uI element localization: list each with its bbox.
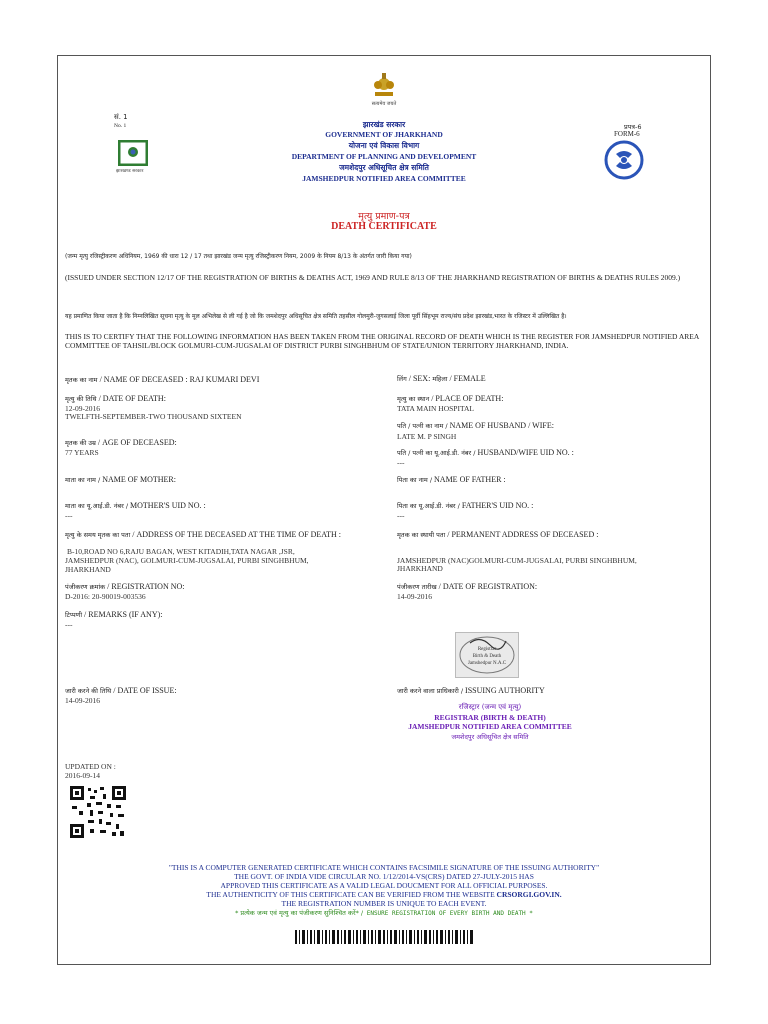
father-uid-value: --- [397, 511, 405, 520]
committee-hi: जमशेदपुर अधिसूचित क्षेत्र समिति [339, 163, 429, 172]
barcode-icon [295, 930, 475, 944]
father-name-label: पिता का नाम / NAME OF FATHER : [397, 475, 506, 484]
spouse-name-value: LATE M. P SINGH [397, 432, 457, 441]
registrar-committee-en: JAMSHEDPUR NOTIFIED AREA COMMITTEE [408, 722, 572, 731]
registration-no-value: D-2016: 20-90019-003536 [65, 592, 146, 601]
father-uid-label: पिता का यू.आई.डी. नंबर / FATHER'S UID NO. : [397, 501, 534, 510]
remarks-label: टिप्पणी / REMARKS (IF ANY): [65, 610, 163, 619]
address-at-death-line-1: B-10,ROAD NO 6,RAJU BAGAN, WEST KITADIH,TATA NAGAR ,JSR, [67, 547, 295, 556]
dept-en: DEPARTMENT OF PLANNING AND DEVELOPMENT [291, 152, 477, 161]
date-of-death-label: मृत्यु की तिथि / DATE OF DEATH: [65, 394, 166, 403]
spouse-uid-value: --- [397, 458, 405, 467]
footer-line-5: THE REGISTRATION NUMBER IS UNIQUE TO EACH EVENT. [281, 899, 487, 908]
footer-line-4: THE AUTHENTICITY OF THIS CERTIFICATE CAN BE VERIFIED FROM THE WEBSITE CRSORGI.GOV.IN. [206, 890, 562, 899]
registrar-en: REGISTRAR (BIRTH & DEATH) [434, 713, 546, 722]
footer-line-1: "THIS IS A COMPUTER GENERATED CERTIFICATE WHICH CONTAINS FACSIMILE SIGNATURE OF THE ISSUING AUTHORITY" [168, 863, 600, 872]
date-of-death-words: TWELFTH-SEPTEMBER-TWO THOUSAND SIXTEEN [65, 412, 242, 421]
certify-hi: यह प्रमाणित किया जाता है कि निम्नलिखित सूचना मृत्यु के मूल अभिलेख से ली गई है जो कि जमशेदपुर अधिसूचित क्षेत्र समिति तहसील गोलमुरी-जुगसलाई जिला पूर्वी सिंहभूम राज्य/संघ प्रदेश झारखंड,भारत के रजिस्टर में उल्लिखित है। [65, 313, 567, 320]
certify-en: THIS IS TO CERTIFY THAT THE FOLLOWING INFORMATION HAS BEEN TAKEN FROM THE ORIGINAL RECORD OF DEATH WHICH IS THE REGISTER FOR JAMSHEDPUR NOTIFIED AREA COMMITTEE OF TAHSIL/BLOCK GOLMURI-CUM-JUGSALAI OF DISTRICT PURBI SINGHBHUM OF STATE/UNION TERRITORY JHARKHAND, INDIA. [65, 332, 699, 350]
mother-uid-label: माता का यू.आई.डी. नंबर / MOTHER'S UID NO. : [65, 501, 206, 510]
committee-en: JAMSHEDPUR NOTIFIED AREA COMMITTEE [302, 174, 466, 183]
address-at-death-line-2: JAMSHEDPUR (NAC), GOLMURI-CUM-JUGSALAI, PURBI SINGHBHUM, [65, 556, 309, 565]
stamp-line-2: Birth & Death [472, 654, 502, 659]
permanent-address-label: मृतक का स्थायी पता / PERMANENT ADDRESS OF DECEASED : [397, 530, 599, 539]
mother-uid-value: --- [65, 511, 73, 520]
date-of-issue-value: 14-09-2016 [65, 696, 100, 705]
age-value: 77 YEARS [65, 448, 99, 457]
spouse-uid-label: पति / पत्नी का यू.आई.डी. नंबर / HUSBAND/WIFE UID NO. : [397, 448, 574, 457]
registrar-hi: रजिस्ट्रार (जन्म एवं मृत्यु) [458, 703, 522, 711]
issuing-authority-label: जारी करने वाला प्राधिकारी / ISSUING AUTHORITY [397, 686, 545, 695]
date-of-death-value: 12-09-2016 [65, 404, 100, 413]
serial-en: No. 1 [114, 123, 127, 129]
serial-hi: सं. 1 [114, 113, 128, 121]
updated-on-label: UPDATED ON : [65, 762, 116, 771]
footer-line-2: THE GOVT. OF INDIA VIDE CIRCULAR NO. 1/12/2014-VS(CRS) DATED 27-JULY-2015 HAS [234, 872, 534, 881]
registrar-committee-hi: जमशेदपुर अधिसूचित क्षेत्र समिति [451, 733, 529, 741]
ashoka-emblem-icon [369, 70, 399, 100]
registration-no-label: पंजीकरण क्रमांक / REGISTRATION NO: [65, 582, 185, 591]
address-at-death-line-3: JHARKHAND [65, 565, 111, 574]
govt-en: GOVERNMENT OF JHARKHAND [325, 130, 443, 139]
place-of-death-value: TATA MAIN HOSPITAL [397, 404, 474, 413]
issued-under-en: (ISSUED UNDER SECTION 12/17 OF THE REGISTRATION OF BIRTHS & DEATHS ACT, 1969 AND RULE 8/13 OF THE JHARKHAND REGISTRATION OF BIRTHS & DEATHS RULES 2009.) [65, 273, 681, 282]
footer-slogan: * प्रत्येक जन्म एवं मृत्यु का पंजीकरण सुनिश्चित करें* / ENSURE REGISTRATION OF EVERY BIRTH AND DEATH * [235, 909, 533, 917]
sex-field: लिंग / SEX: महिला / FEMALE [397, 374, 486, 383]
crs-logo-icon [604, 140, 644, 180]
updated-on-value: 2016-09-14 [65, 771, 100, 780]
place-of-death-label: मृत्यु का स्थान / PLACE OF DEATH: [397, 394, 504, 403]
deceased-name-field: मृतक का नाम / NAME OF DECEASED : RAJ KUMARI DEVI [65, 375, 260, 384]
registration-date-value: 14-09-2016 [397, 592, 432, 601]
remarks-value: --- [65, 620, 73, 629]
spouse-name-label: पति / पत्नी का नाम / NAME OF HUSBAND / WIFE: [397, 421, 554, 430]
footer-line-3: APPROVED THIS CERTIFICATE AS A VALID LEGAL DOUCMENT FOR ALL OFFICIAL PURPOSES. [220, 881, 548, 890]
jharkhand-logo-caption: झारखण्ड सरकार [116, 169, 144, 174]
address-at-death-label: मृत्यु के समय मृतक का पता / ADDRESS OF THE DECEASED AT THE TIME OF DEATH : [65, 530, 342, 539]
form-en: FORM-6 [614, 130, 640, 138]
official-stamp [455, 632, 519, 678]
age-label: मृतक की उम्र / AGE OF DECEASED: [65, 438, 177, 447]
jharkhand-logo-icon [118, 140, 148, 166]
form-hi: प्रपत्र-6 [624, 123, 642, 131]
qr-code-icon [70, 786, 126, 838]
emblem-caption: सत्यमेव जयते [371, 101, 397, 107]
registration-date-label: पंजीकरण तारीख / DATE OF REGISTRATION: [397, 582, 538, 591]
title-hi: मृत्यु प्रमाण-पत्र [358, 211, 410, 222]
stamp-line-3: Jamshedpur N.A.C [467, 661, 507, 666]
date-of-issue-label: जारी करने की तिथि / DATE OF ISSUE: [65, 686, 177, 695]
mother-name-label: माता का नाम / NAME OF MOTHER: [65, 475, 176, 484]
dept-hi: योजना एवं विकास विभाग [348, 141, 420, 150]
stamp-line-1: Registrar [477, 647, 497, 652]
issued-under-hi: (जन्म मृत्यु रजिस्ट्रीकरण अधिनियम, 1969 की धारा 12 / 17 तथा झारखंड जन्म मृत्यु रजिस्ट्रीकरण नियम, 2009 के नियम 8/13 के अंतर्गत जारी किया गया) [65, 253, 412, 260]
permanent-address-line-1: JAMSHEDPUR (NAC)GOLMURI-CUM-JUGSALAI, PURBI SINGHBHUM, [397, 556, 637, 565]
permanent-address-line-2: JHARKHAND [397, 564, 443, 573]
title-en: DEATH CERTIFICATE [331, 221, 437, 232]
govt-hi: झारखंड सरकार [362, 120, 406, 129]
